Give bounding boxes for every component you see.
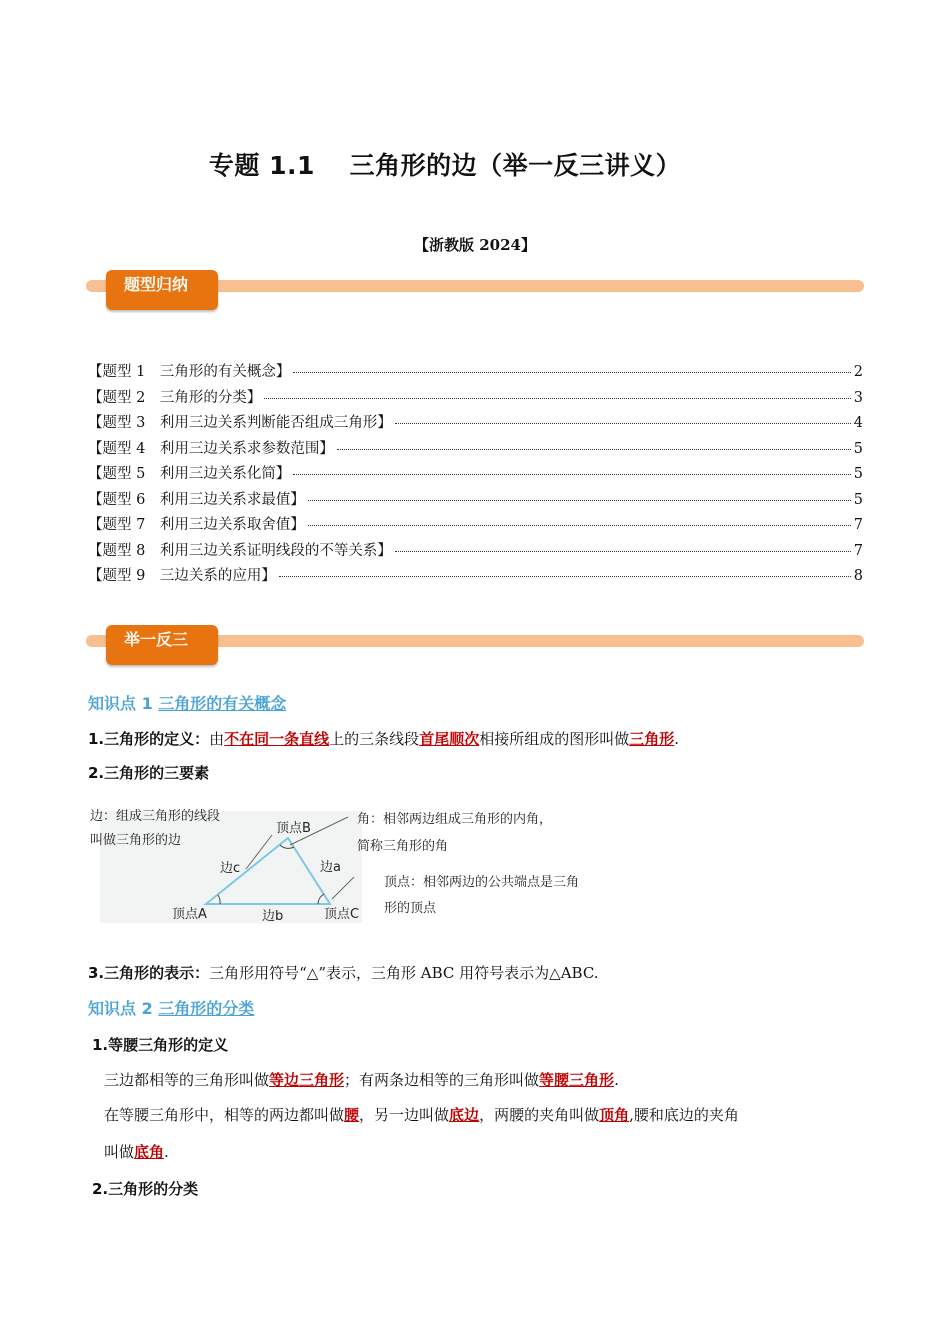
isosceles-line-3: 叫做底角. [104,1143,169,1161]
toc-item[interactable]: 【题型 1 三角形的有关概念】 2 [88,364,863,380]
toc-item[interactable]: 【题型 2 三角形的分类】 3 [88,389,863,406]
triangle-classification-heading: 2.三角形的分类 [92,1180,199,1198]
isosceles-line-1: 三边都相等的三角形叫做等边三角形；有两条边相等的三角形叫做等腰三角形. [104,1071,619,1089]
vertex-a-label: 顶点A [172,907,207,922]
triangle-definition: 1.三角形的定义：由不在同一条直线上的三条线段首尾顺次相接所组成的图形叫做三角形. [88,730,680,748]
knowledge-point-1-heading: 知识点 1 三角形的有关概念 [88,694,287,713]
banner-label: 举一反三 [124,630,189,649]
edge-note: 叫做三角形的边 [90,833,182,848]
banner-label: 题型归纳 [124,275,189,294]
edge-pointer [246,835,272,869]
triangle-notation: 3.三角形的表示：三角形用符号“△”表示，三角形 ABC 用符号表示为△ABC. [88,964,599,982]
toc-item[interactable]: 【题型 9 三边关系的应用】 8 [88,568,863,584]
side-b-label: 边b [262,909,284,924]
toc-item[interactable]: 【题型 7 利用三边关系取舍值】 7 [88,517,863,533]
edge-note: 边：组成三角形的线段 [90,809,221,824]
three-elements-heading: 2.三角形的三要素 [88,764,210,782]
angle-note: 简称三角形的角 [357,839,449,854]
vertex-note: 顶点：相邻两边的公共端点是三角 [384,875,580,890]
table-of-contents [88,360,863,590]
vertex-pointer [332,877,354,899]
isosceles-line-2: 在等腰三角形中，相等的两边都叫做腰，另一边叫做底边，两腰的夹角叫做顶角,腰和底边的夹角 [104,1106,739,1124]
banner-tab [106,270,218,310]
vertex-note: 形的顶点 [384,901,437,916]
toc-item[interactable]: 【题型 8 利用三边关系证明线段的不等关系】 7 [88,542,863,559]
page-title: 专题 1.1 三角形的边（举一反三讲义） [208,151,682,180]
isosceles-definition-heading: 1.等腰三角形的定义 [92,1036,229,1054]
toc-item[interactable]: 【题型 6 利用三边关系求最值】 5 [88,491,863,508]
vertex-c-label: 顶点C [324,907,360,922]
banner-question-types [86,270,864,314]
knowledge-point-2-heading: 知识点 2 三角形的分类 [88,999,255,1018]
side-c-label: 边c [220,861,241,876]
angle-note: 角：相邻两边组成三角形的内角， [357,812,553,827]
vertex-b-label: 顶点B [276,821,311,836]
toc-item[interactable]: 【题型 3 利用三边关系判断能否组成三角形】 4 [88,415,863,431]
edition-label: 【浙教版 2024】 [414,236,536,254]
toc-item[interactable]: 【题型 4 利用三边关系求参数范围】 5 [88,440,863,457]
angle-arc-a [218,895,220,904]
side-a-label: 边a [320,860,341,875]
banner-examples [86,625,864,669]
toc-item[interactable]: 【题型 5 利用三边关系化简】 5 [88,466,863,482]
triangle-elements-figure [86,795,606,930]
banner-tab [106,625,218,665]
